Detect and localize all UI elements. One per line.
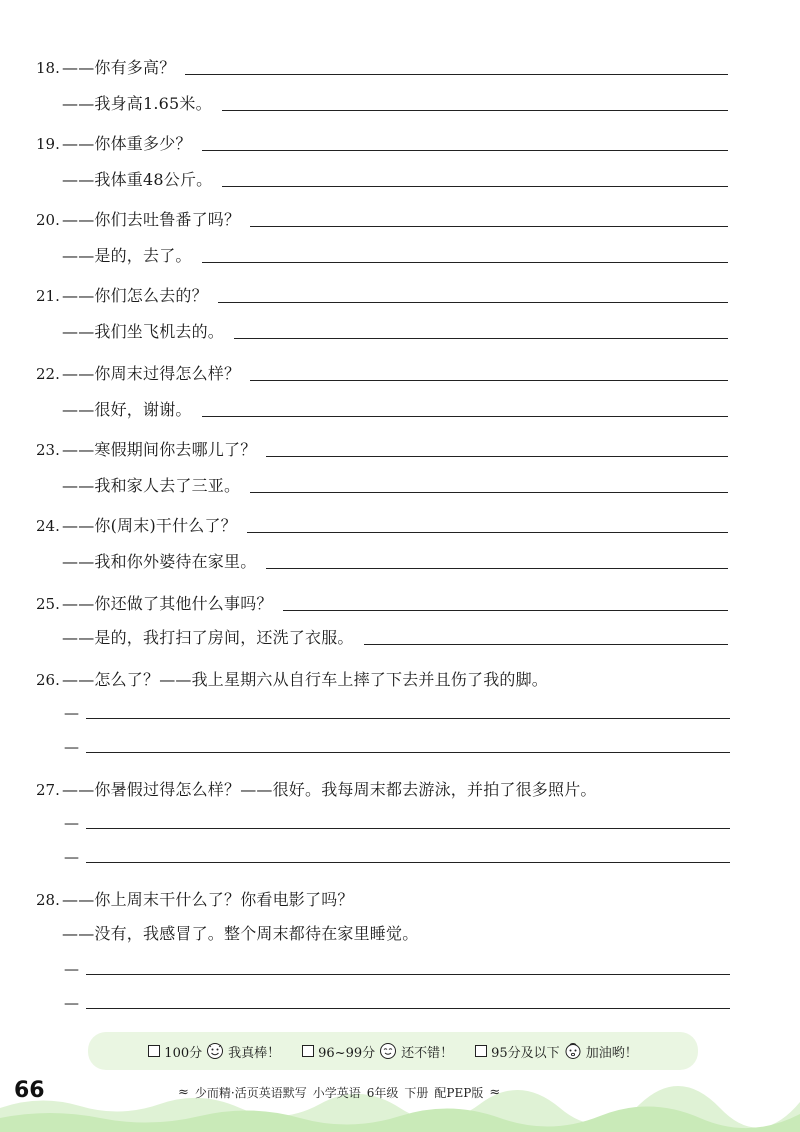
response-row (62, 918, 728, 944)
answer-row (64, 844, 730, 866)
score-checkbox[interactable] (148, 1045, 160, 1057)
happy-face-icon (206, 1042, 224, 1060)
response-row (62, 546, 728, 572)
score-label: 我真棒！ (228, 1045, 281, 1061)
answer-line[interactable] (86, 1007, 730, 1009)
response-row (62, 240, 728, 266)
answer-line[interactable] (364, 643, 728, 645)
score-label: 还不错！ (401, 1045, 454, 1061)
answer-dash: — (64, 738, 79, 756)
footer-info (178, 1084, 618, 1101)
response-text: ——我身高1.65米。 (62, 94, 212, 113)
question-number: 26. (36, 671, 60, 689)
response-text: ——我们坐飞机去的。 (62, 322, 225, 341)
answer-line[interactable] (185, 73, 728, 75)
answer-line[interactable] (202, 261, 728, 263)
response-text: ——没有，我感冒了。整个周末都待在家里睡觉。 (62, 924, 419, 943)
response-text: ——我体重48公斤。 (62, 170, 213, 189)
book-series: 少而精·活页英语默写 (194, 1086, 307, 1100)
question-row (36, 280, 728, 306)
answer-row (64, 990, 730, 1012)
question-row (36, 588, 728, 614)
answer-line[interactable] (283, 609, 728, 611)
question-text: ——你上周末干什么了？你看电影了吗？ (62, 890, 354, 909)
question-text: ——寒假期间你去哪儿了？ (62, 440, 257, 459)
answer-line[interactable] (247, 531, 728, 533)
question-number: 18. (36, 59, 60, 77)
answer-line[interactable] (222, 185, 728, 187)
book-subject: 小学英语 (312, 1086, 361, 1100)
answer-row (64, 956, 730, 978)
score-range: 96~99分 (318, 1045, 376, 1061)
question-row (36, 358, 728, 384)
response-text: ——我和家人去了三亚。 (62, 476, 241, 495)
book-edition: 配PEP版 (434, 1086, 484, 1100)
question-number: 28. (36, 891, 60, 909)
answer-row (64, 700, 730, 722)
answer-dash: — (64, 994, 79, 1012)
question-text: ——你有多高？ (62, 58, 176, 77)
score-range: 95分及以下 (491, 1045, 560, 1061)
question-text: ——你暑假过得怎么样？——很好。我每周末都去游泳，并拍了很多照片。 (62, 780, 597, 799)
question-number: 25. (36, 595, 60, 613)
answer-line[interactable] (218, 301, 728, 303)
question-row-long (36, 664, 728, 690)
book-grade: 6年级 (366, 1086, 399, 1100)
question-text: ——你们去吐鲁番了吗？ (62, 210, 241, 229)
answer-dash: — (64, 704, 79, 722)
answer-line[interactable] (86, 717, 730, 719)
answer-dash: — (64, 814, 79, 832)
wave-icon: ≈ (178, 1085, 189, 1100)
question-text: ——你体重多少？ (62, 134, 192, 153)
response-text: ——是的，去了。 (62, 246, 192, 265)
response-row (62, 164, 728, 190)
response-row (62, 470, 728, 496)
question-text: ——你还做了其他什么事吗？ (62, 594, 273, 613)
page-number: 66 (14, 1078, 45, 1103)
response-row (62, 394, 728, 420)
question-row (36, 128, 728, 154)
answer-row (64, 734, 730, 756)
question-row (36, 510, 728, 536)
legend-item-excellent (148, 1042, 280, 1061)
question-text: ——你们怎么去的？ (62, 286, 208, 305)
question-number: 27. (36, 781, 60, 799)
response-text: ——是的，我打扫了房间，还洗了衣服。 (62, 628, 354, 647)
answer-line[interactable] (202, 415, 728, 417)
answer-line[interactable] (86, 751, 730, 753)
answer-dash: — (64, 848, 79, 866)
answer-line[interactable] (202, 149, 728, 151)
question-text: ——怎么了？——我上星期六从自行车上摔了下去并且伤了我的脚。 (62, 670, 549, 689)
answer-line[interactable] (86, 861, 730, 863)
question-number: 22. (36, 365, 60, 383)
answer-line[interactable] (266, 455, 728, 457)
answer-line[interactable] (222, 109, 728, 111)
score-checkbox[interactable] (302, 1045, 314, 1057)
answer-line[interactable] (234, 337, 728, 339)
score-range: 100分 (164, 1045, 203, 1061)
answer-line[interactable] (86, 973, 730, 975)
question-number: 24. (36, 517, 60, 535)
question-number: 19. (36, 135, 60, 153)
answer-line[interactable] (86, 827, 730, 829)
response-row (62, 316, 728, 342)
score-legend (88, 1032, 698, 1070)
footer-wave-decoration (0, 1072, 800, 1132)
question-number: 20. (36, 211, 60, 229)
response-row (62, 88, 728, 114)
response-text: ——很好，谢谢。 (62, 400, 192, 419)
answer-line[interactable] (250, 379, 728, 381)
answer-line[interactable] (266, 567, 728, 569)
question-row (36, 204, 728, 230)
cheer-face-icon (564, 1042, 582, 1060)
answer-row (64, 810, 730, 832)
question-number: 21. (36, 287, 60, 305)
response-text: ——我和你外婆待在家里。 (62, 552, 257, 571)
answer-line[interactable] (250, 491, 728, 493)
book-volume: 下册 (404, 1086, 429, 1100)
question-text: ——你(周末)干什么了？ (62, 516, 237, 535)
legend-item-good (302, 1042, 453, 1061)
answer-line[interactable] (250, 225, 728, 227)
question-row-long (36, 884, 728, 910)
question-row (36, 52, 728, 78)
score-label: 加油哟！ (585, 1045, 638, 1061)
wave-icon: ≈ (489, 1085, 501, 1100)
question-number: 23. (36, 441, 60, 459)
score-checkbox[interactable] (475, 1045, 487, 1057)
question-row (36, 434, 728, 460)
question-row-long (36, 774, 728, 800)
response-row (62, 622, 728, 648)
question-text: ——你周末过得怎么样？ (62, 364, 241, 383)
smile-face-icon (379, 1042, 397, 1060)
legend-item-keep-trying (475, 1042, 638, 1061)
answer-dash: — (64, 960, 79, 978)
